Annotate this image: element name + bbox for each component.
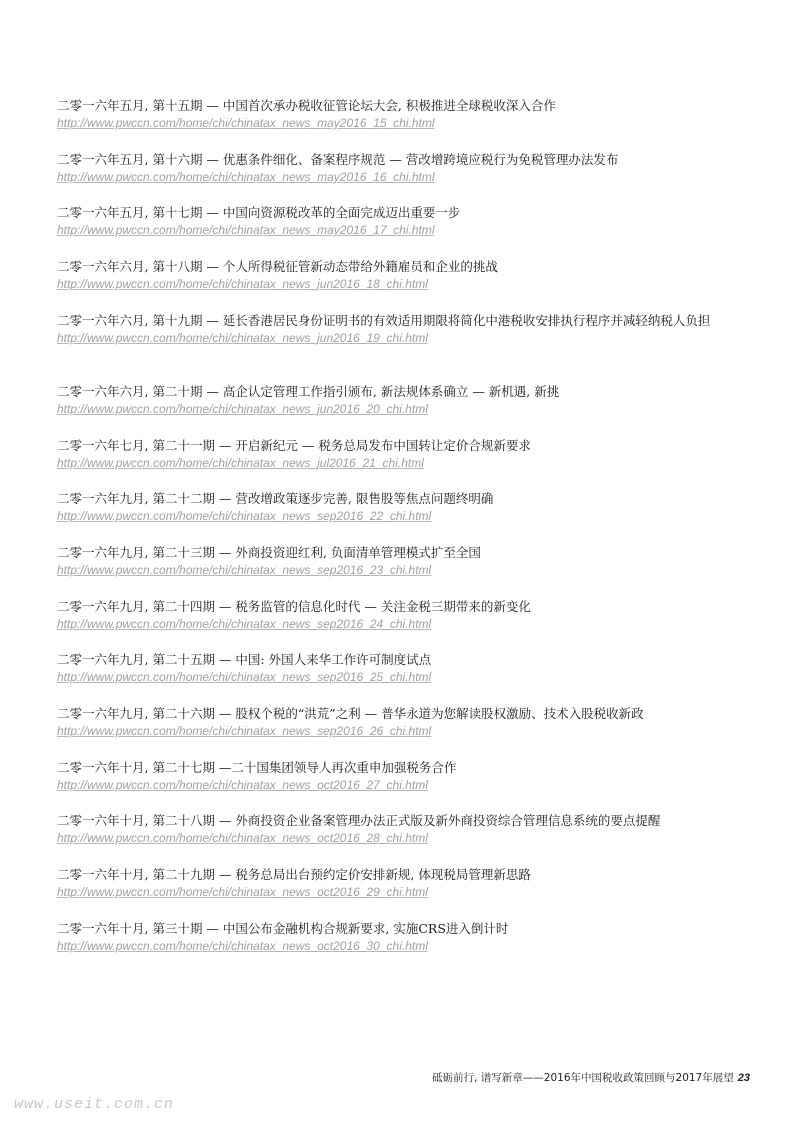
list-item — [57, 866, 757, 920]
entry-title: 二零一六年五月, 第十五期 — 中国首次承办税收征管论坛大会, 积极推进全球税收深入合作 — [57, 98, 556, 113]
list-item — [57, 705, 757, 759]
page-footer — [432, 1071, 750, 1085]
list-item — [57, 204, 757, 258]
entry-title: 二零一六年六月, 第十八期 — 个人所得税征管新动态带给外籍雇员和企业的挑战 — [57, 259, 498, 274]
entry-title: 二零一六年九月, 第二十三期 — 外商投资迎红利, 负面清单管理模式扩至全国 — [57, 545, 481, 560]
entry-link[interactable]: http://www.pwccn.com/home/chi/chinatax_news_jul2016_21_chi.html — [57, 456, 424, 470]
list-item — [57, 258, 757, 312]
list-item — [57, 651, 757, 705]
entry-title: 二零一六年九月, 第二十四期 — 税务监管的信息化时代 — 关注金税三期带来的新变化 — [57, 599, 531, 614]
entry-title: 二零一六年六月, 第十九期 — 延长香港居民身份证明书的有效适用期限将简化中港税收安排执行程序并减轻纳税人负担 — [57, 313, 711, 328]
entry-title: 二零一六年十月, 第二十七期 —二十国集团领导人再次重申加强税务合作 — [57, 760, 457, 775]
list-item — [57, 383, 757, 437]
entry-link[interactable]: http://www.pwccn.com/home/chi/chinatax_news_oct2016_29_chi.html — [57, 885, 428, 899]
entry-link[interactable]: http://www.pwccn.com/home/chi/chinatax_news_may2016_17_chi.html — [57, 223, 435, 237]
entry-link[interactable]: http://www.pwccn.com/home/chi/chinatax_news_oct2016_30_chi.html — [57, 939, 428, 953]
entry-link[interactable]: http://www.pwccn.com/home/chi/chinatax_news_may2016_15_chi.html — [57, 116, 435, 130]
entry-link[interactable]: http://www.pwccn.com/home/chi/chinatax_news_sep2016_22_chi.html — [57, 509, 432, 523]
list-item — [57, 312, 757, 383]
entry-link[interactable]: http://www.pwccn.com/home/chi/chinatax_news_oct2016_28_chi.html — [57, 831, 428, 845]
entry-title: 二零一六年九月, 第二十五期 — 中国: 外国人来华工作许可制度试点 — [57, 652, 432, 667]
entry-link[interactable]: http://www.pwccn.com/home/chi/chinatax_news_may2016_16_chi.html — [57, 170, 435, 184]
entry-title: 二零一六年九月, 第二十六期 — 股权个税的“洪荒”之利 — 普华永道为您解读股权激励、技术入股税收新政 — [57, 706, 644, 721]
list-item — [57, 759, 757, 812]
entry-title: 二零一六年十月, 第二十九期 — 税务总局出台预约定价安排新规, 体现税局管理新思路 — [57, 867, 531, 882]
list-item — [57, 812, 757, 866]
entry-title: 二零一六年五月, 第十七期 — 中国向资源税改革的全面完成迈出重要一步 — [57, 205, 461, 220]
entry-link[interactable]: http://www.pwccn.com/home/chi/chinatax_news_sep2016_25_chi.html — [57, 670, 432, 684]
entry-link[interactable]: http://www.pwccn.com/home/chi/chinatax_news_jun2016_19_chi.html — [57, 331, 428, 345]
entry-link[interactable]: http://www.pwccn.com/home/chi/chinatax_news_jun2016_18_chi.html — [57, 277, 428, 291]
list-item — [57, 490, 757, 544]
entry-link[interactable]: http://www.pwccn.com/home/chi/chinatax_news_sep2016_23_chi.html — [57, 563, 432, 577]
list-item — [57, 151, 757, 204]
entry-title: 二零一六年七月, 第二十一期 — 开启新纪元 — 税务总局发布中国转让定价合规新要求 — [57, 438, 531, 453]
list-item — [57, 544, 757, 598]
entry-link[interactable]: http://www.pwccn.com/home/chi/chinatax_news_jun2016_20_chi.html — [57, 402, 428, 416]
entry-title: 二零一六年五月, 第十六期 — 优惠条件细化、备案程序规范 — 营改增跨境应税行为免税管理办法发布 — [57, 152, 619, 167]
entry-title: 二零一六年十月, 第二十八期 — 外商投资企业备案管理办法正式版及新外商投资综合管理信息系统的要点提醒 — [57, 813, 661, 828]
list-item — [57, 97, 757, 151]
entry-title: 二零一六年十月, 第三十期 — 中国公布金融机构合规新要求, 实施CRS进入倒计时 — [57, 921, 509, 936]
page-number: 23 — [737, 1072, 750, 1084]
entry-link[interactable]: http://www.pwccn.com/home/chi/chinatax_news_oct2016_27_chi.html — [57, 778, 428, 792]
newsletter-list — [57, 97, 757, 974]
watermark: www.useit.com.cn — [14, 1096, 175, 1113]
entry-link[interactable]: http://www.pwccn.com/home/chi/chinatax_news_sep2016_24_chi.html — [57, 617, 432, 631]
footer-text: 砥砺前行, 谱写新章——2016年中国税收政策回顾与2017年展望 — [432, 1072, 734, 1084]
entry-title: 二零一六年六月, 第二十期 — 高企认定管理工作指引颁布, 新法规体系确立 — 新机遇, 新挑 — [57, 384, 560, 399]
list-item — [57, 920, 757, 974]
entry-title: 二零一六年九月, 第二十二期 — 营改增政策逐步完善, 限售股等焦点问题终明确 — [57, 491, 494, 506]
list-item — [57, 598, 757, 651]
entry-link[interactable]: http://www.pwccn.com/home/chi/chinatax_news_sep2016_26_chi.html — [57, 724, 432, 738]
list-item — [57, 437, 757, 490]
